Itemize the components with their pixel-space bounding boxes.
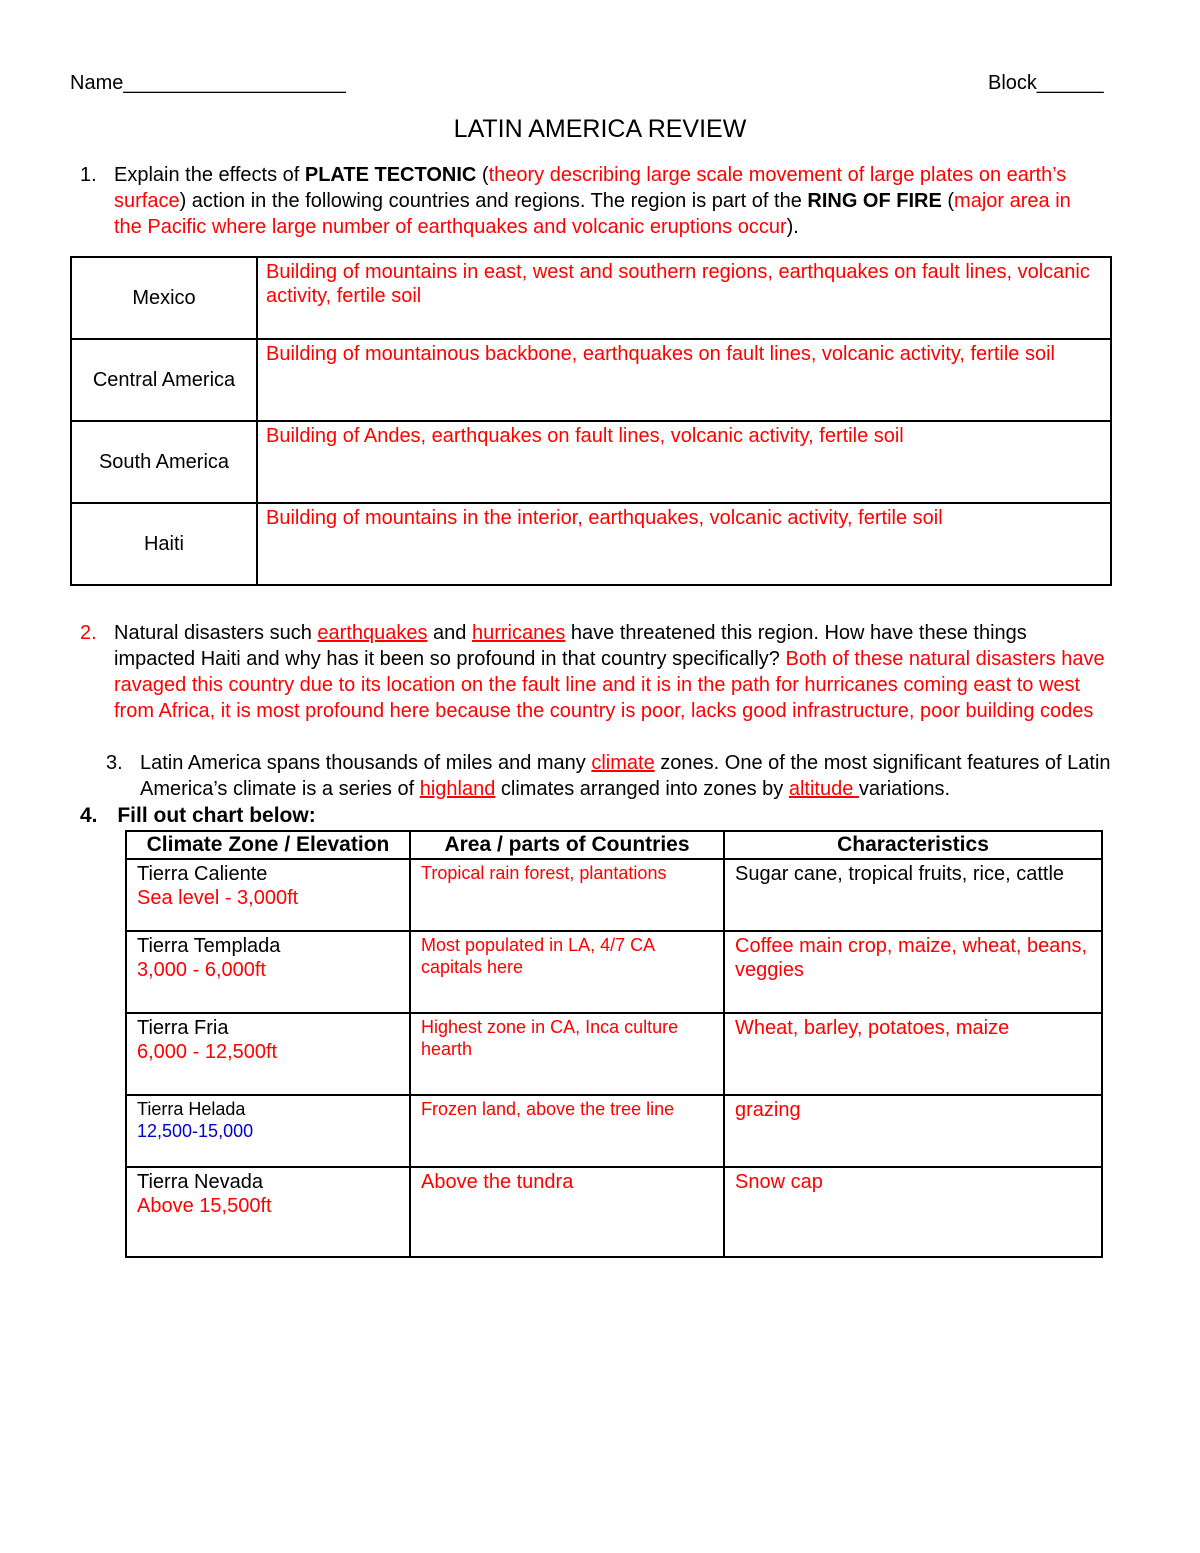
question-3 [106, 750, 1121, 802]
table-row [126, 931, 1102, 1013]
answer-cell[interactable]: Building of Andes, earthquakes on fault lines, volcanic activity, fertile soil [257, 421, 1111, 503]
question-1 [80, 162, 1100, 240]
plate-tectonic-definition: theory describing large scale movement of large plates on earth’s surface [114, 164, 1067, 212]
answer-cell[interactable]: Building of mountains in east, west and southern regions, earthquakes on fault lines, volcanic activity, fertile soil [257, 257, 1111, 339]
question-4-label: Fill out chart below: [117, 804, 316, 827]
table-row [126, 1167, 1102, 1257]
zone-elevation[interactable]: 12,500-15,000 [137, 1121, 254, 1141]
blank-highland[interactable]: highland [419, 778, 496, 800]
table-header-row [126, 831, 1102, 859]
zone-cell [126, 1095, 410, 1167]
question-2 [80, 620, 1110, 724]
table-row [71, 339, 1111, 421]
question-1-number: 1. [80, 164, 97, 186]
area-cell[interactable]: Tropical rain forest, plantations [410, 859, 724, 931]
climate-zone-table [125, 830, 1103, 1258]
zone-name: Tierra Fria [137, 1017, 229, 1039]
characteristics-cell[interactable]: Sugar cane, tropical fruits, rice, cattle [724, 859, 1102, 931]
blank-altitude[interactable]: altitude [788, 778, 859, 800]
table-row [126, 1013, 1102, 1095]
zone-elevation[interactable]: 6,000 - 12,500ft [137, 1041, 278, 1063]
blank-climate[interactable]: climate [591, 752, 655, 774]
question-2-number: 2. [80, 622, 97, 644]
table-row [71, 503, 1111, 585]
characteristics-cell[interactable]: Wheat, barley, potatoes, maize [724, 1013, 1102, 1095]
table-row [126, 859, 1102, 931]
question-4-number: 4. [80, 804, 98, 827]
block-field[interactable]: Block______ [988, 72, 1104, 94]
region-cell: Mexico [71, 257, 257, 339]
zone-elevation[interactable]: Sea level - 3,000ft [137, 887, 299, 909]
area-cell[interactable]: Highest zone in CA, Inca culture hearth [410, 1013, 724, 1095]
question-2-answer[interactable]: Both of these natural disasters have ravaged this country due to its location on the fault line and it is in the path for hurricanes coming east to west from Africa, it is most profound here because the country is poor, lacks good infrastructure, poor building codes [114, 648, 1105, 722]
question-3-text: Latin America spans thousands of miles and many climate zones. One of the most significant features of Latin America’s climate is a series of highland climates arranged into zones by altitude variations. [140, 752, 1111, 800]
plate-tectonic-table [70, 256, 1112, 586]
region-cell: Central America [71, 339, 257, 421]
page-title: LATIN AMERICA REVIEW [453, 115, 747, 143]
column-header-zone: Climate Zone / Elevation [126, 831, 410, 859]
area-cell[interactable]: Frozen land, above the tree line [410, 1095, 724, 1167]
table-row [71, 421, 1111, 503]
zone-elevation[interactable]: Above 15,500ft [137, 1195, 272, 1217]
zone-name: Tierra Nevada [137, 1171, 263, 1193]
question-1-text: Explain the effects of PLATE TECTONIC (theory describing large scale movement of large plates on earth’s surface) action in the following countries and regions. The region is part of the RING OF FIRE (major area in the Pacific where large number of earthquakes and volcanic eruptions occur). [114, 164, 1071, 238]
zone-elevation[interactable]: 3,000 - 6,000ft [137, 959, 266, 981]
region-cell: South America [71, 421, 257, 503]
question-2-text: Natural disasters such earthquakes and hurricanes have threatened this region. How have these things impacted Haiti and why has it been so profound in that country specifically? Both of these natural disasters have ravaged this country due to its location on the fault line and it is in the path for hurricanes coming east to west from Africa, it is most profound here because the country is poor, lacks good infrastructure, poor building codes [114, 622, 1105, 722]
blank-hurricanes[interactable]: hurricanes [471, 622, 566, 644]
name-field[interactable]: Name____________________ [70, 72, 346, 94]
column-header-area: Area / parts of Countries [410, 831, 724, 859]
zone-cell [126, 859, 410, 931]
answer-cell[interactable]: Building of mountainous backbone, earthquakes on fault lines, volcanic activity, fertile soil [257, 339, 1111, 421]
question-3-number: 3. [106, 752, 123, 774]
characteristics-cell[interactable]: Coffee main crop, maize, wheat, beans, veggies [724, 931, 1102, 1013]
zone-cell [126, 1013, 410, 1095]
characteristics-cell[interactable]: grazing [724, 1095, 1102, 1167]
question-4 [80, 804, 316, 828]
region-cell: Haiti [71, 503, 257, 585]
area-cell[interactable]: Above the tundra [410, 1167, 724, 1257]
blank-earthquakes[interactable]: earthquakes [317, 622, 428, 644]
plate-tectonic-term: PLATE TECTONIC [304, 164, 477, 186]
table-row [71, 257, 1111, 339]
ring-of-fire-definition: major area in the Pacific where large number of earthquakes and volcanic eruptions occur [114, 190, 1071, 238]
characteristics-cell[interactable]: Snow cap [724, 1167, 1102, 1257]
ring-of-fire-term: RING OF FIRE [807, 190, 942, 212]
area-cell[interactable]: Most populated in LA, 4/7 CA capitals here [410, 931, 724, 1013]
zone-name: Tierra Caliente [137, 863, 268, 885]
zone-name: Tierra Helada [137, 1099, 246, 1119]
answer-cell[interactable]: Building of mountains in the interior, earthquakes, volcanic activity, fertile soil [257, 503, 1111, 585]
table-row [126, 1095, 1102, 1167]
zone-cell [126, 1167, 410, 1257]
zone-cell [126, 931, 410, 1013]
zone-name: Tierra Templada [137, 935, 281, 957]
column-header-characteristics: Characteristics [724, 831, 1102, 859]
